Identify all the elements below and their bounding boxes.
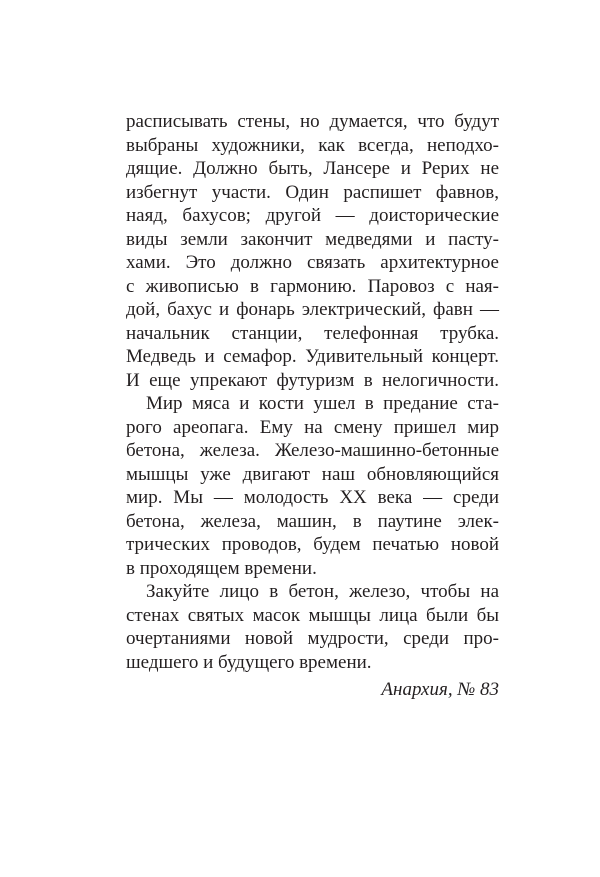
text-line: бетона, железа. Железо-машинно-бетонные (126, 440, 499, 461)
text-line: хами. Это должно связать архитектурное (126, 252, 499, 273)
text-line: И еще упрекают футуризм в нелогичности. (126, 369, 499, 391)
paragraph-2 (126, 392, 499, 580)
text-line: Мир мяса и кости ушел в предание ста- (146, 393, 499, 414)
source-signature: Анархия, № 83 (381, 679, 499, 700)
text-line: расписывать стены, но думается, что будут (126, 111, 499, 132)
text-line: стенах святых масок мышцы лица были бы (126, 604, 499, 626)
text-line: рого ареопага. Ему на смену пришел мир (126, 416, 499, 438)
text-line: начальник станции, телефонная трубка. (126, 322, 499, 344)
text-line: Закуйте лицо в бетон, железо, чтобы на (146, 581, 499, 602)
text-line: дящие. Должно быть, Лансере и Рерих не (126, 158, 499, 179)
text-line: избегнут участи. Один распишет фавнов, (126, 181, 499, 203)
text-line: с живописью в гармонию. Паровоз с ная- (126, 275, 499, 297)
text-line: выбраны художники, как всегда, неподхо- (126, 134, 499, 156)
text-line: в проходящем времени. (126, 557, 317, 579)
text-line: Медведь и семафор. Удивительный концерт. (126, 346, 499, 367)
text-line: мир. Мы — молодость XX века — среди (126, 487, 499, 508)
text-line: бетона, железа, машин, в паутине элек- (126, 510, 499, 532)
text-line: очертаниями новой мудрости, среди про- (126, 628, 499, 649)
paragraph-3 (126, 580, 499, 674)
text-line: дой, бахус и фонарь электрический, фавн — (126, 299, 499, 320)
text-line: виды земли закончит медведями и пасту- (126, 228, 499, 250)
text-line: трических проводов, будем печатью новой (126, 534, 499, 555)
paragraph-1 (126, 110, 499, 392)
text-body (126, 110, 499, 702)
text-line: мышцы уже двигают наш обновляющийся (126, 463, 499, 485)
text-line: шедшего и будущего времени. (126, 651, 372, 673)
text-line: наяд, бахусов; другой — доисторические (126, 205, 499, 226)
